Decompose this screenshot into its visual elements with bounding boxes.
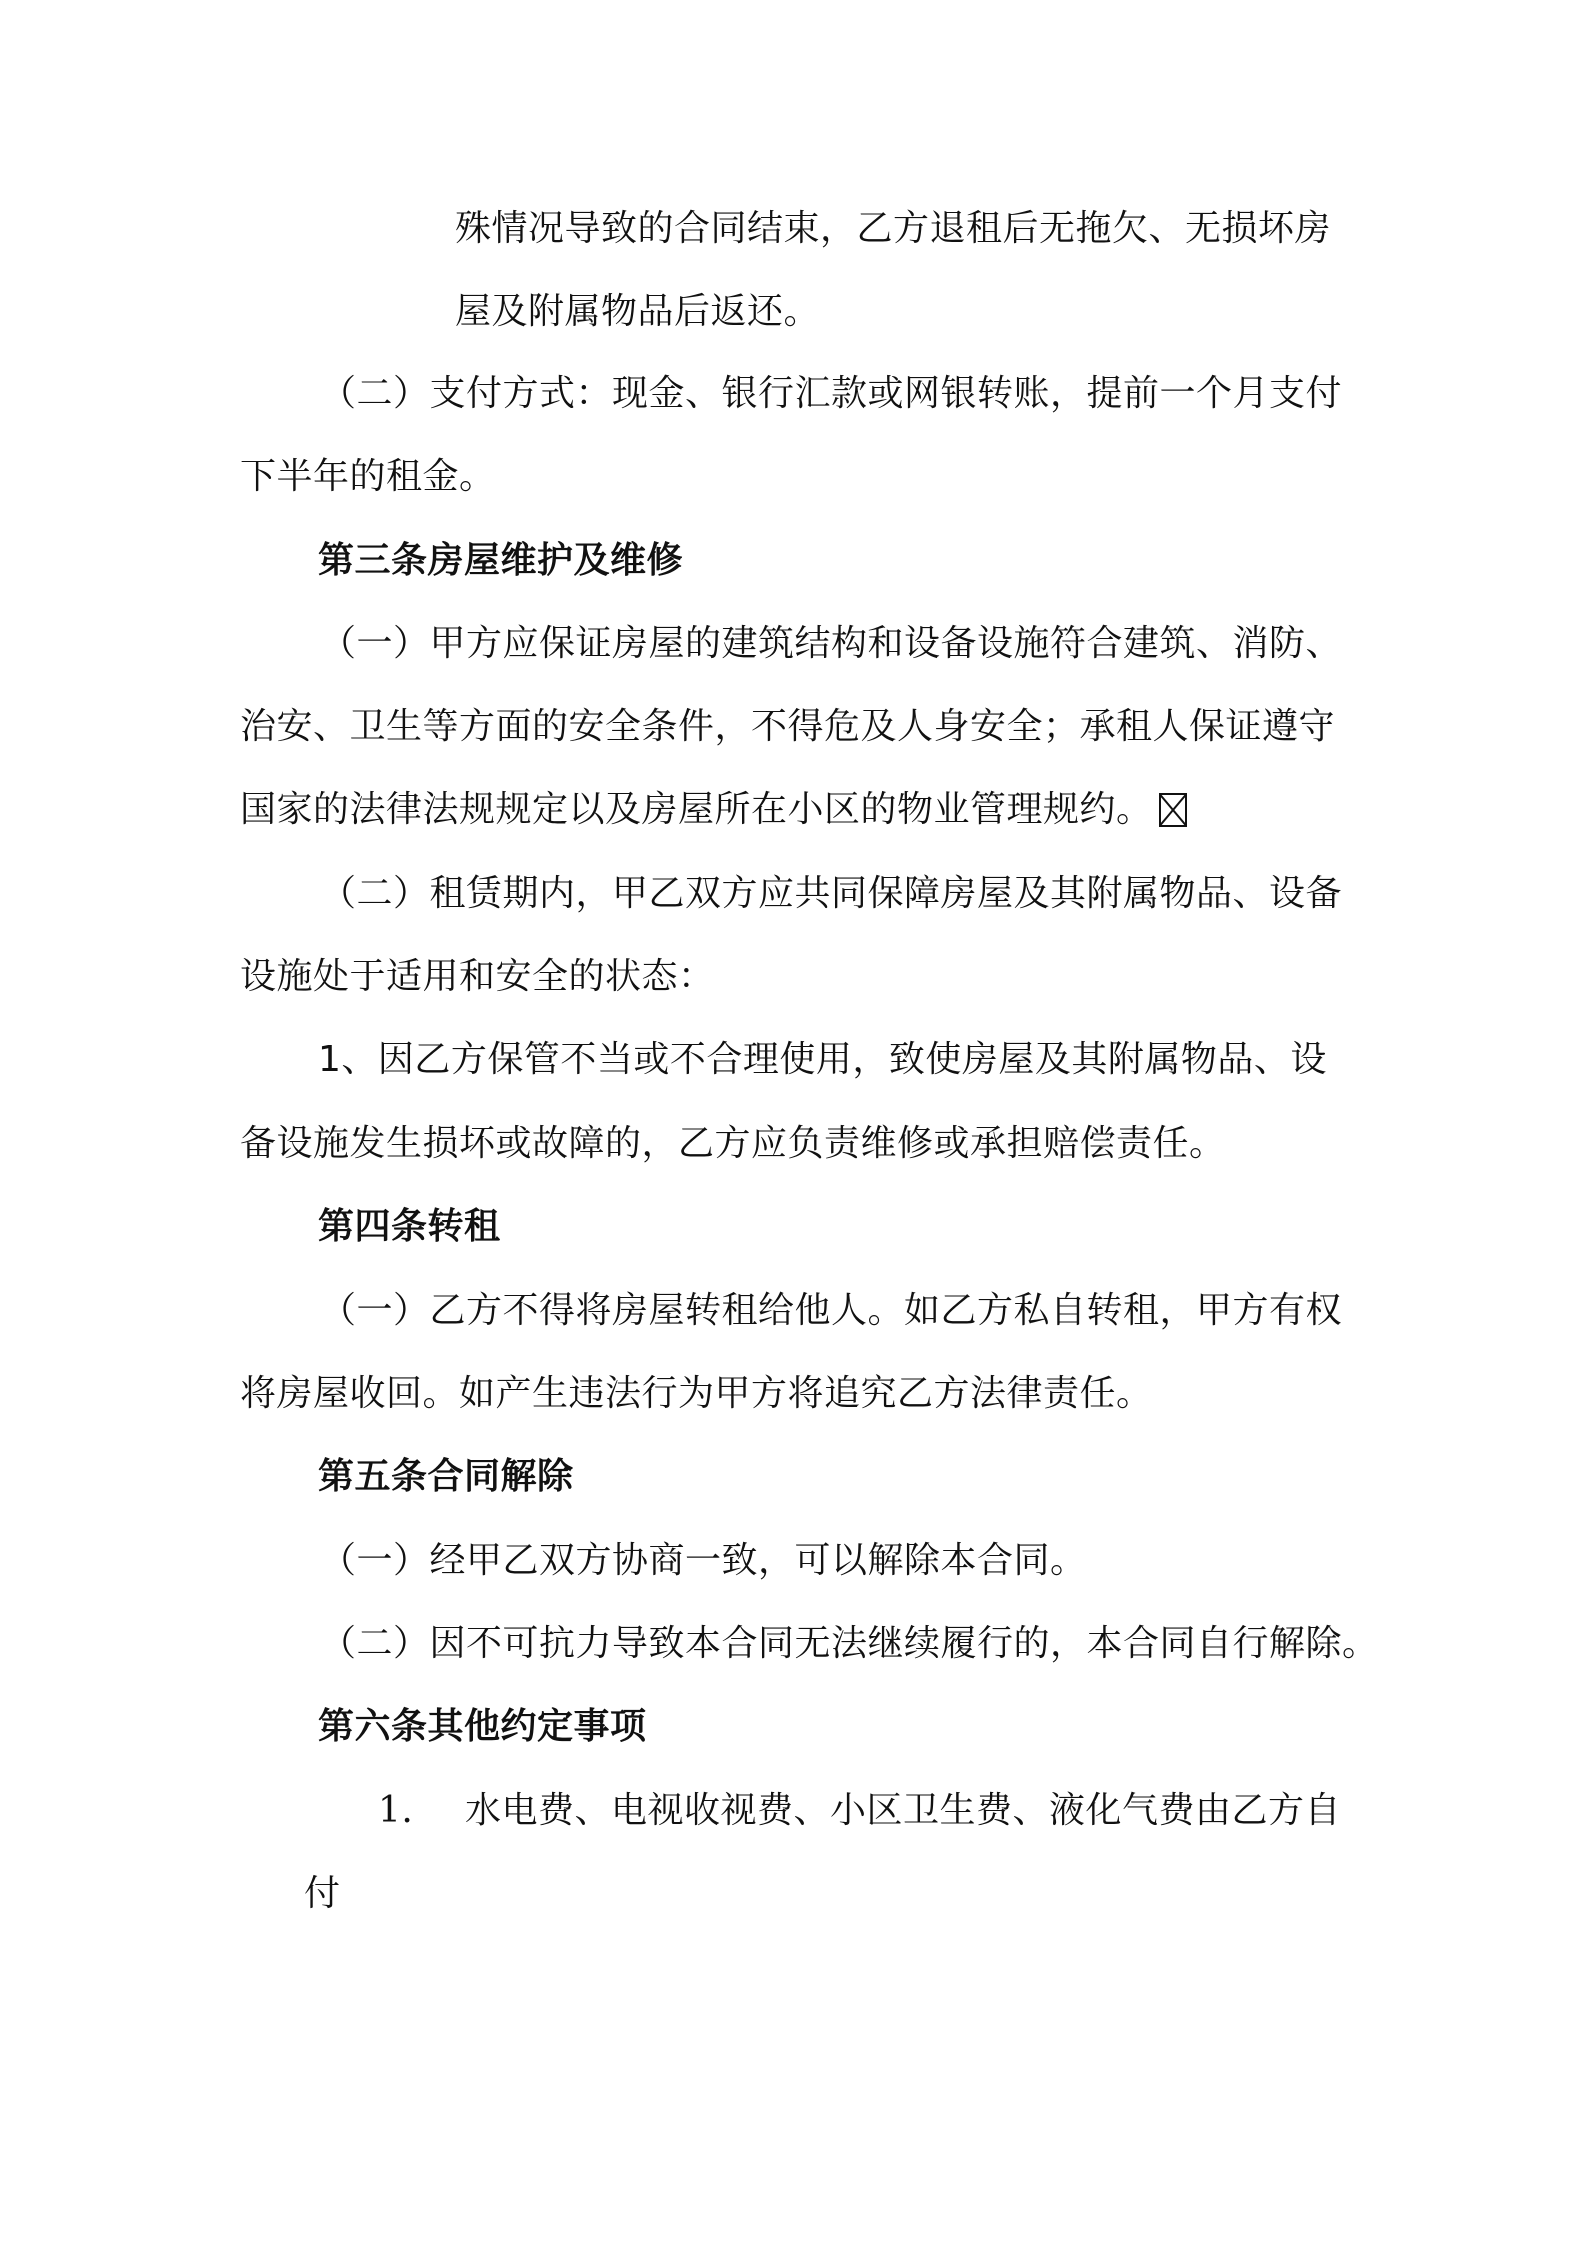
text-line: 备设施发生损坏或故障的，乙方应负责维修或承担赔偿责任。 bbox=[240, 1123, 1226, 1164]
text-line: 设施处于适用和安全的状态： bbox=[240, 956, 715, 997]
text-line: 治安、卫生等方面的安全条件，不得危及人身安全；承租人保证遵守 bbox=[240, 706, 1336, 747]
text-line: （一）甲方应保证房屋的建筑结构和设备设施符合建筑、消防、 bbox=[320, 623, 1343, 664]
text-line: 将房屋收回。如产生违法行为甲方将追究乙方法律责任。 bbox=[240, 1373, 1153, 1414]
text-line: （一）乙方不得将房屋转租给他人。如乙方私自转租，甲方有权 bbox=[320, 1290, 1343, 1331]
text-line: 水电费、电视收视费、小区卫生费、液化气费由乙方自 bbox=[465, 1790, 1342, 1831]
text-line: 下半年的租金。 bbox=[240, 456, 496, 497]
section-heading: 第五条合同解除 bbox=[318, 1456, 574, 1497]
text-line: （一）经甲乙双方协商一致，可以解除本合同。 bbox=[320, 1540, 1087, 1581]
section-heading: 第六条其他约定事项 bbox=[318, 1706, 647, 1747]
text-line-content: 国家的法律法规规定以及房屋所在小区的物业管理规约。 bbox=[240, 789, 1153, 830]
text-line: 殊情况导致的合同结束，乙方退租后无拖欠、无损坏房 bbox=[455, 208, 1332, 249]
text-line bbox=[240, 786, 1187, 834]
section-heading: 第三条房屋维护及维修 bbox=[318, 540, 684, 581]
text-line: （二）租赁期内，甲乙双方应共同保障房屋及其附属物品、设备 bbox=[320, 873, 1343, 914]
text-line: （二）因不可抗力导致本合同无法继续履行的，本合同自行解除。 bbox=[320, 1623, 1379, 1664]
text-line: 屋及附属物品后返还。 bbox=[455, 291, 821, 332]
text-line: （二）支付方式：现金、银行汇款或网银转账，提前一个月支付 bbox=[320, 373, 1343, 414]
text-line: 付 bbox=[304, 1873, 341, 1914]
section-heading: 第四条转租 bbox=[318, 1206, 501, 1247]
crossed-box-glyph bbox=[1159, 793, 1187, 827]
text-line: 1、因乙方保管不当或不合理使用，致使房屋及其附属物品、设 bbox=[318, 1039, 1327, 1080]
list-number: 1. bbox=[378, 1790, 414, 1831]
